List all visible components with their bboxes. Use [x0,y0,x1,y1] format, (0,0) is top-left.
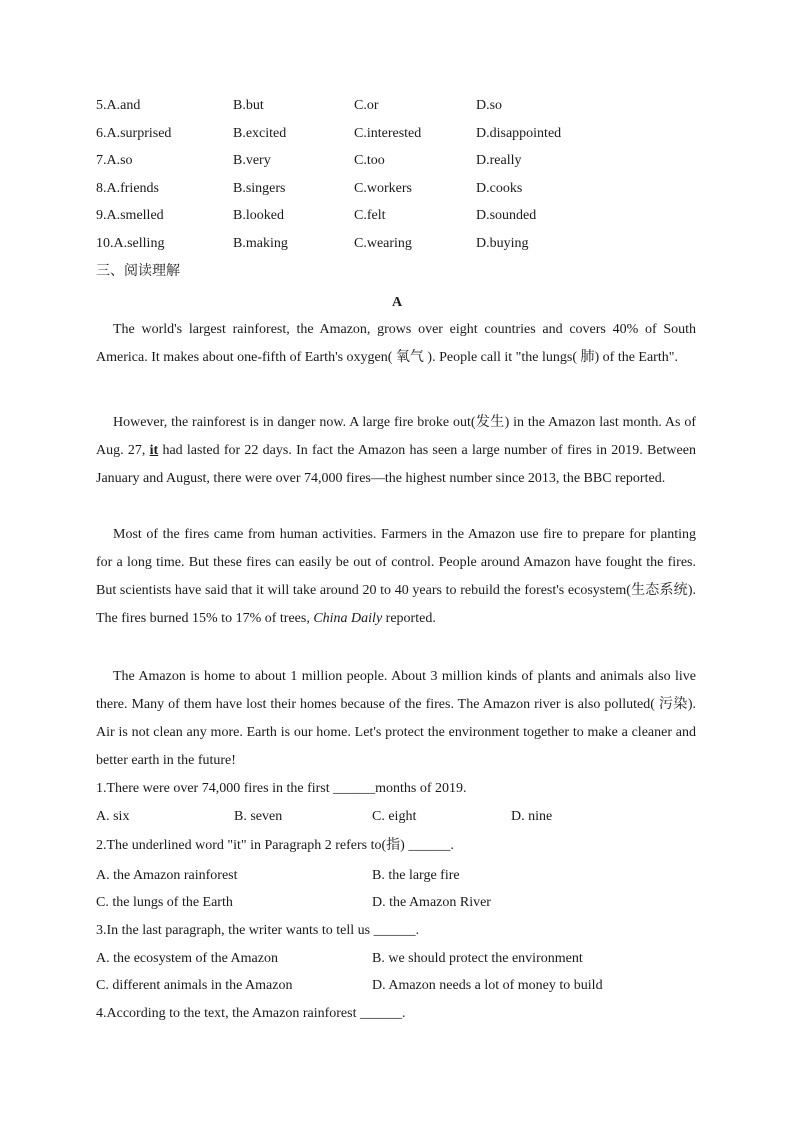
option-b: B.but [233,98,264,113]
answer-option-b: B. we should protect the environment [372,951,583,966]
option-b: B.very [233,153,271,168]
option-d: D.so [476,98,503,113]
option-d: D.really [476,153,522,168]
passage-title: A [391,295,403,310]
source-name: China Daily [313,611,383,626]
option-b: B.looked [233,208,284,223]
passage-paragraph-1: The world's largest rainforest, the Amazon, grows over eight countries and covers 40% of South America. It makes about one-fifth of Earth's oxygen( 氧气 ). People call it "the lungs( 肺) of the Earth". [96,322,696,365]
answer-option-c: C. eight [372,809,417,824]
option-a: 9.A.smelled [96,208,164,223]
answer-option-a: A. six [96,809,130,824]
option-b: B.making [233,236,288,251]
answer-option-a: A. the ecosystem of the Amazon [96,951,278,966]
answer-option-b: B. the large fire [372,868,460,883]
question-stem: 4.According to the text, the Amazon rainforest ______. [96,1006,406,1021]
passage-paragraph-3 [96,521,696,633]
paragraph-text: had lasted for 22 days. In fact the Amazon has seen a large number of fires in 2019. Between January and August, there were over 74,000 fires—the highest number since 2013, the BBC reported. [96,443,696,486]
option-b: B.excited [233,126,287,141]
paragraph-text: reported. [382,611,436,626]
answer-option-d: D. Amazon needs a lot of money to build [372,978,603,993]
question-stem: 1.There were over 74,000 fires in the first ______months of 2019. [96,781,467,796]
option-a: 6.A.surprised [96,126,172,141]
option-d: D.disappointed [476,126,562,141]
option-a: 8.A.friends [96,181,159,196]
option-d: D.cooks [476,181,523,196]
question-stem: 3.In the last paragraph, the writer wants to tell us ______. [96,923,420,938]
question-stem: 2.The underlined word "it" in Paragraph 2 refers to(指) ______. [96,838,454,853]
paragraph-text: Most of the fires came from human activities. Farmers in the Amazon use fire to prepare for planting for a long time. But these fires can easily be out of control. People around Amazon have fought the fires. But scientists have said that it will take around 20 to 40 years to rebuild the forest's ecosystem(生态系统). The fires burned 15% to 17% of trees, [96,527,696,626]
option-c: C.interested [354,126,422,141]
option-d: D.buying [476,236,529,251]
answer-option-c: C. different animals in the Amazon [96,978,293,993]
paragraph-text: However, the rainforest is in danger now. A large fire broke out(发生) in the Amazon last month. As of Aug. 27, [96,415,696,458]
option-c: C.or [354,98,379,113]
option-c: C.workers [354,181,412,196]
passage-paragraph-2 [96,409,696,493]
answer-option-d: D. nine [511,809,553,824]
answer-option-c: C. the lungs of the Earth [96,895,233,910]
passage-paragraph-4: The Amazon is home to about 1 million people. About 3 million kinds of plants and animals also live there. Many of them have lost their homes because of the fires. The Amazon river is also polluted( 污染). Air is not clean any more. Earth is our home. Let's protect the environment together to make a cleaner and better earth in the future! [96,669,696,768]
option-b: B.singers [233,181,286,196]
option-a: 7.A.so [96,153,133,168]
option-a: 5.A.and [96,98,141,113]
underlined-word: it [149,443,159,458]
answer-option-b: B. seven [234,809,283,824]
option-d: D.sounded [476,208,537,223]
option-a: 10.A.selling [96,236,165,251]
option-c: C.wearing [354,236,412,251]
option-c: C.too [354,153,385,168]
answer-option-d: D. the Amazon River [372,895,491,910]
option-c: C.felt [354,208,386,223]
answer-option-a: A. the Amazon rainforest [96,868,238,883]
section-heading: 三、阅读理解 [96,264,180,279]
